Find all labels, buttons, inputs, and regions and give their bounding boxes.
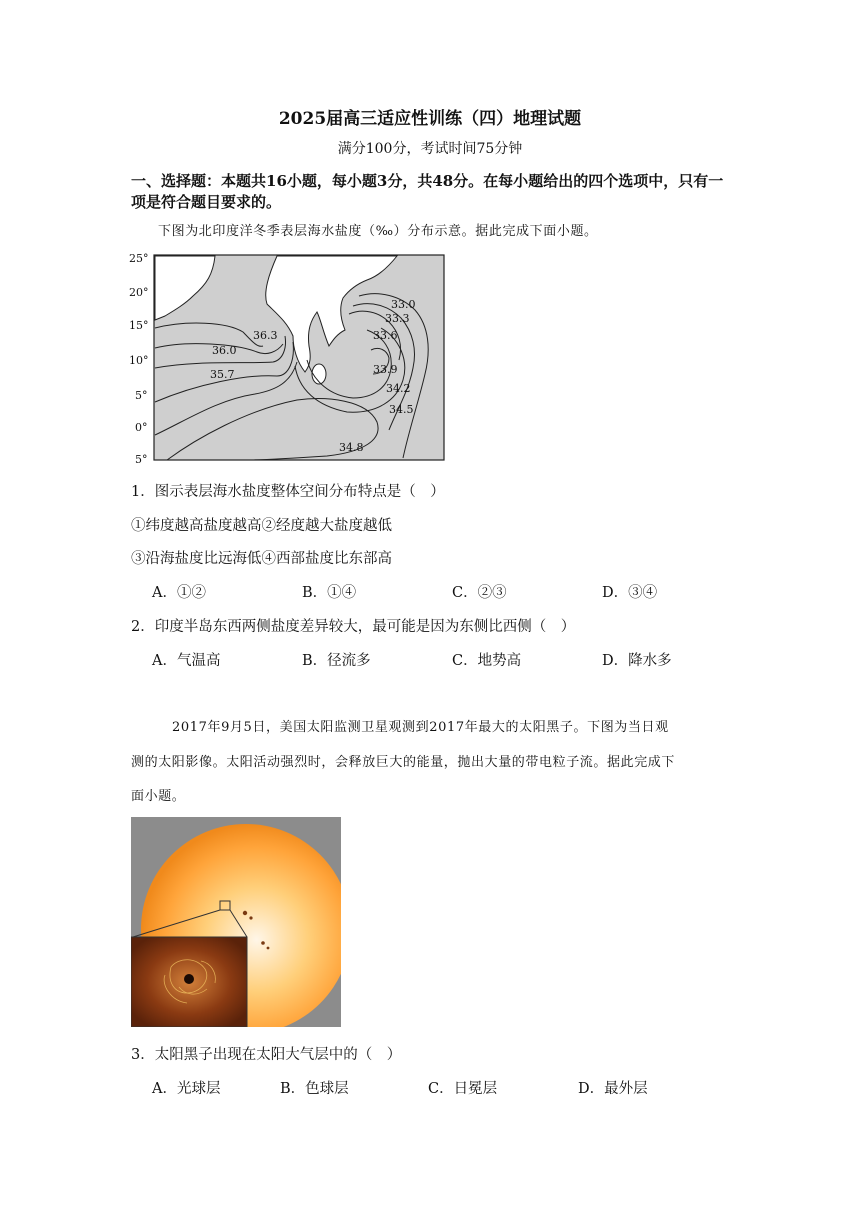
- isoline-label: 33.6: [373, 329, 398, 342]
- sunspot: [249, 916, 252, 919]
- q3-option-d: D．最外层: [578, 1081, 648, 1097]
- q2-option-c: C．地势高: [452, 653, 522, 669]
- sun-image-svg: [131, 817, 341, 1027]
- q1-option-c: C．②③: [452, 585, 507, 601]
- group2-intro-line2: 测的太阳影像。太阳活动强烈时，会释放巨大的能量，抛出大量的带电粒子流。据此完成下: [131, 755, 676, 770]
- sunspot: [261, 941, 265, 945]
- lat-label: 10°: [129, 354, 149, 367]
- exam-subtitle: 满分100分，考试时间75分钟: [337, 141, 523, 157]
- group2-intro-line1: 2017年9月5日，美国太阳监测卫星观测到2017年最大的太阳黑子。下图为当日观: [172, 720, 669, 735]
- q3-option-b: B．色球层: [280, 1081, 349, 1097]
- q3-option-c: C．日冕层: [428, 1081, 498, 1097]
- q1-statement-2: ③沿海盐度比远海低④西部盐度比东部高: [131, 551, 392, 567]
- q1-statement-1: ①纬度越高盐度越高②经度越大盐度越低: [131, 518, 392, 534]
- isoline-label: 36.0: [212, 344, 237, 357]
- isoline-label: 33.0: [391, 298, 416, 311]
- salinity-map-svg: [127, 250, 447, 465]
- lat-label: 5°: [135, 389, 148, 402]
- section-heading-line2: 项是符合题目要求的。: [131, 193, 282, 211]
- q3-option-a: A．光球层: [152, 1081, 221, 1097]
- latitude-labels: [129, 252, 149, 465]
- section-heading-line1: 一、选择题：本题共16小题，每小题3分，共48分。在每小题给出的四个选项中，只有一: [131, 172, 724, 190]
- isoline-label: 34.2: [386, 382, 411, 395]
- isoline-label: 34.8: [339, 441, 364, 454]
- isoline-label: 33.9: [373, 363, 398, 376]
- q1-options: [152, 581, 752, 602]
- q1-option-b: B．①④: [302, 585, 357, 601]
- q1-option-d: D．③④: [602, 585, 658, 601]
- group2-intro-line3: 面小题。: [131, 789, 186, 804]
- lat-label: 15°: [129, 319, 149, 332]
- q2-stem: 2．印度半岛东西两侧盐度差异较大，最可能是因为东侧比西侧（ ）: [131, 619, 576, 635]
- isoline-label: 34.5: [389, 403, 414, 416]
- q2-options: [152, 649, 752, 670]
- sunspot: [267, 947, 270, 950]
- q2-option-b: B．径流多: [302, 653, 371, 669]
- sunspot-umbra: [184, 974, 194, 984]
- isoline-label: 33.3: [385, 312, 410, 325]
- q3-stem: 3．太阳黑子出现在太阳大气层中的（ ）: [131, 1047, 402, 1063]
- lat-label: 20°: [129, 286, 149, 299]
- group1-intro: 下图为北印度洋冬季表层海水盐度（‰）分布示意。据此完成下面小题。: [158, 224, 598, 239]
- q1-stem: 1．图示表层海水盐度整体空间分布特点是（ ）: [131, 484, 445, 500]
- q2-option-a: A．气温高: [152, 653, 221, 669]
- sri-lanka-land: [312, 364, 326, 384]
- sun-image: [131, 817, 341, 1027]
- q1-option-a: A．①②: [152, 585, 206, 601]
- isoline-label: 36.3: [253, 329, 278, 342]
- sunspot: [243, 911, 247, 915]
- q2-option-d: D．降水多: [602, 653, 672, 669]
- isoline-label: 35.7: [210, 368, 235, 381]
- q3-options: [152, 1077, 728, 1098]
- lat-label: 25°: [129, 252, 149, 265]
- lat-label: 0°: [135, 421, 148, 434]
- exam-title: 2025届高三适应性训练（四）地理试题: [278, 109, 582, 129]
- salinity-map: [127, 250, 447, 465]
- lat-label: 5°: [135, 453, 148, 465]
